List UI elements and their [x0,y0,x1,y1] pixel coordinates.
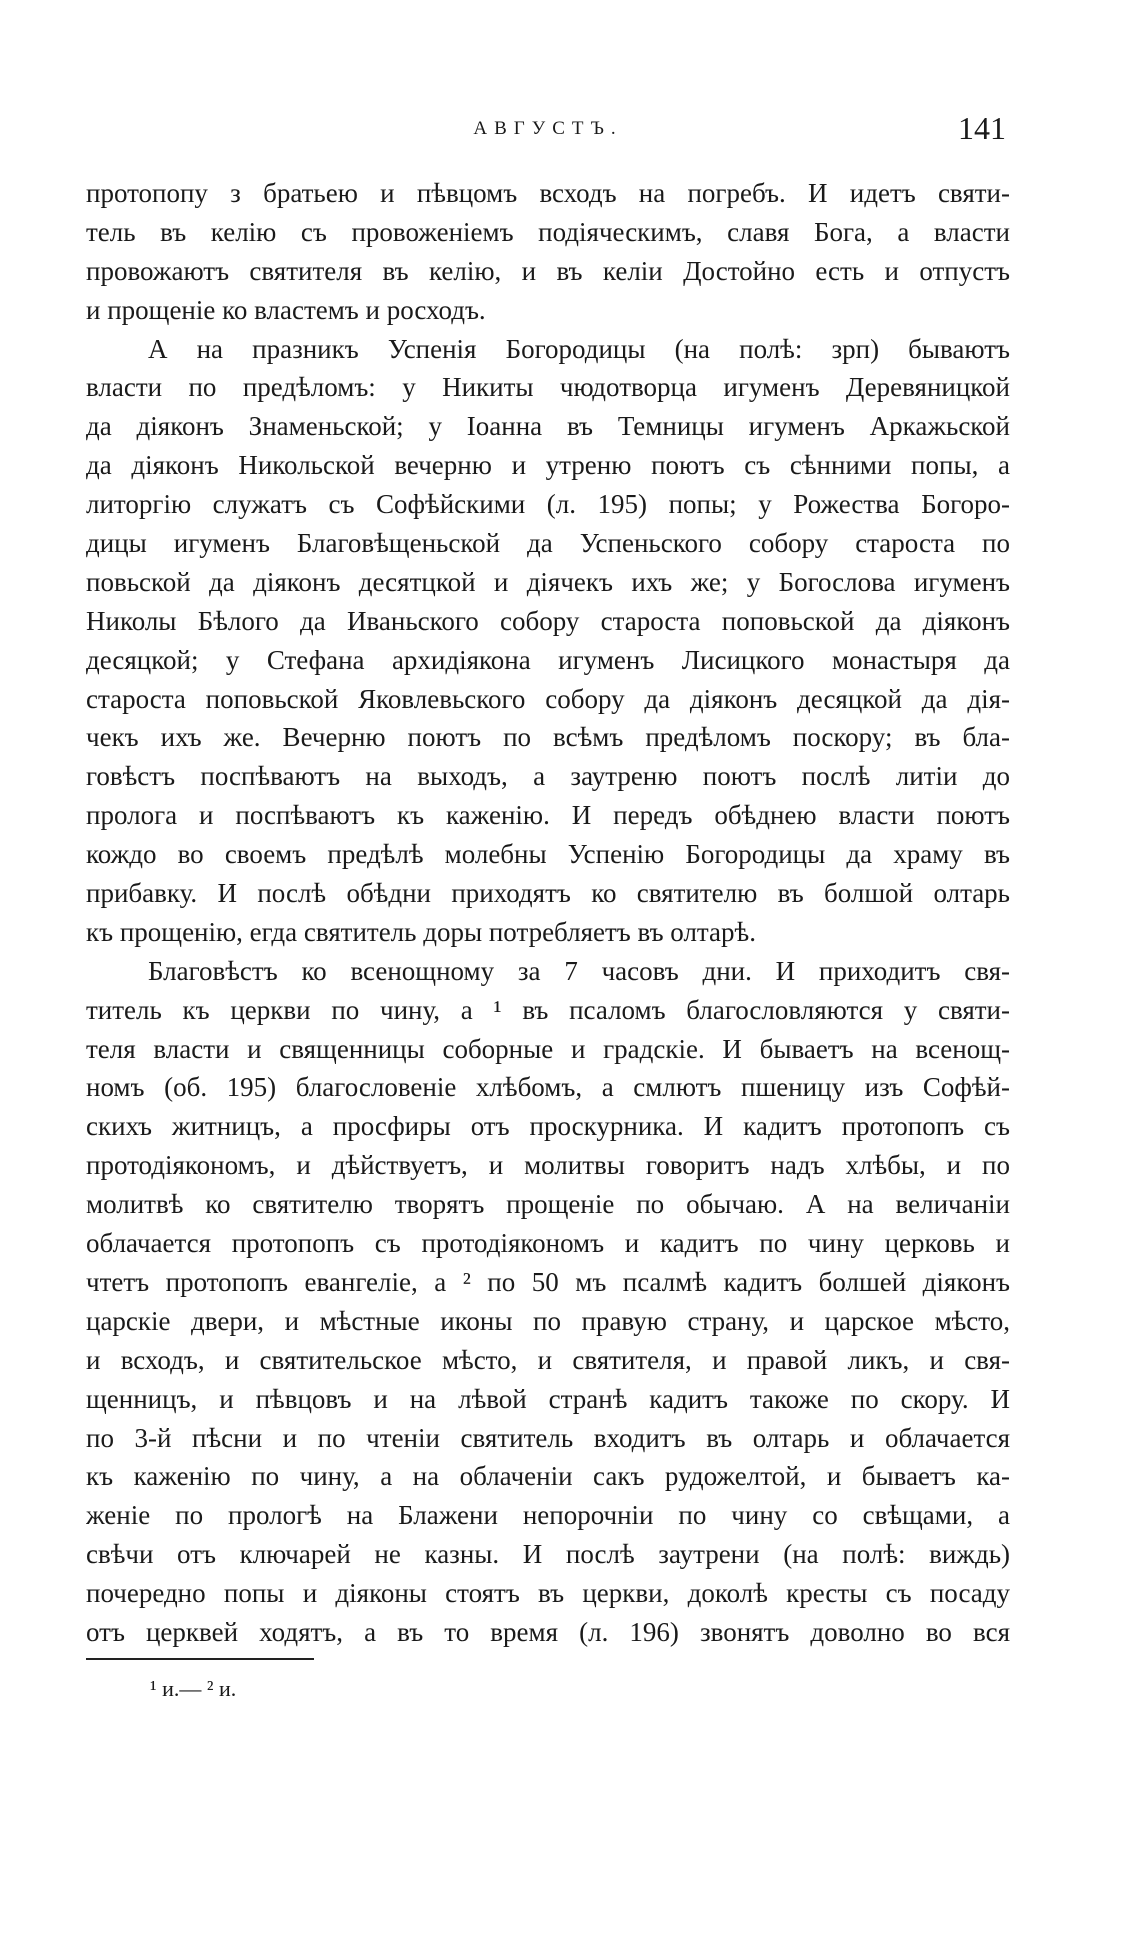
text-line: чтетъ протопопъ евангеліе, а ² по 50 мъ псалмѣ кадитъ болшей діяконъ [86,1266,1010,1297]
text-line: повьской да діяконъ десятцкой и діячекъ ихъ же; у Богослова игуменъ [86,566,1010,597]
text-line: провожаютъ святителя въ келію, и въ келіи Достойно есть и отпустъ [86,255,1010,286]
running-header [86,110,1010,150]
text-line: скихъ житницъ, а просфиры отъ проскурника. И кадитъ протопопъ съ [86,1111,1010,1142]
text-line: номъ (об. 195) благословеніе хлѣбомъ, а смлютъ пшеницу изъ Софѣй- [86,1072,1010,1103]
text-line: староста поповьской Яковлевьского собору да діяконъ десяцкой да дія- [86,683,1010,714]
text-line: къ прощенію, егда святитель доры потребляетъ въ олтарѣ. [86,916,756,947]
text-body [86,174,1010,1652]
text-line: по 3-й пѣсни и по чтеніи святитель входитъ въ олтарь и облачается [86,1422,1010,1453]
text-line: власти по предѣломъ: у Никиты чюдотворца игуменъ Деревяницкой [86,372,1010,403]
text-line: къ каженію по чину, а на облаченіи сакъ рудожелтой, и бываетъ ка- [86,1461,1010,1492]
text-line: молитвѣ ко святителю творятъ прощеніе по обычаю. А на величаніи [86,1189,1010,1220]
text-line: литоргію служатъ съ Софѣйскими (л. 195) попы; у Рожества Богоро- [86,489,1010,520]
text-line: щенницъ, и пѣвцовъ и на лѣвой странѣ кадитъ такоже по скору. И [86,1383,1010,1414]
running-title: АВГУСТЪ. [473,118,623,139]
text-line: да діяконъ Никольской вечерню и утреню поютъ съ сѣнними попы, а [86,450,1010,481]
text-line: теля власти и священницы соборные и градскіе. И бываетъ на всенощ- [86,1033,1010,1064]
text-line: говѣстъ поспѣваютъ на выходъ, а заутреню поютъ послѣ литіи до [86,761,1010,792]
text-line: пролога и поспѣваютъ къ каженію. И передъ обѣднею власти поютъ [86,800,1010,831]
text-line: титель къ церкви по чину, а ¹ въ псаломъ благословляются у святи- [86,994,1010,1025]
text-line: и всходъ, и святительское мѣсто, и святителя, и правой ликъ, и свя- [86,1344,1010,1375]
text-line: почередно попы и діяконы стоятъ въ церкви, доколѣ кресты съ посаду [86,1578,1010,1609]
text-line: А на празникъ Успенія Богородицы (на полѣ: зрп) бываютъ [148,333,1010,364]
text-line: да діяконъ Знаменьской; у Іоанна въ Темницы игуменъ Аркажьской [86,411,1010,442]
text-line: тель въ келію съ провоженіемъ подіяческимъ, славя Бога, а власти [86,216,1010,247]
text-line: дицы игуменъ Благовѣщеньской да Успеньского собору староста по [86,528,1010,559]
page-number: 141 [958,110,1006,146]
text-line: протодіякономъ, и дѣйствуетъ, и молитвы говоритъ надъ хлѣбы, и по [86,1150,1010,1181]
text-line: и прощеніе ко властемъ и росходъ. [86,294,486,325]
text-line: кождо во своемъ предѣлѣ молебны Успенію Богородицы да храму въ [86,839,1010,870]
text-line: свѣчи отъ ключарей не казны. И послѣ заутрени (на полѣ: виждь) [86,1539,1010,1570]
text-line: прибавку. И послѣ обѣдни приходятъ ко святителю въ болшой олтарь [86,878,1010,909]
text-line: отъ церквей ходятъ, а въ то время (л. 196) звонятъ доволно во вся [86,1616,1010,1647]
text-line: десяцкой; у Стефана архидіякона игуменъ Лисицкого монастыря да [86,644,1010,675]
text-line: женіе по прологѣ на Блажени непорочніи по чину со свѣщами, а [86,1500,1010,1531]
footnotes: ¹ и.— ² и. [150,1676,237,1701]
footnote-divider [86,1658,314,1660]
text-line: Благовѣстъ ко всенощному за 7 часовъ дни. И приходитъ свя- [148,955,1010,986]
text-line: Николы Бѣлого да Иваньского собору староста поповьской да діяконъ [86,605,1010,636]
text-line: чекъ ихъ же. Вечерню поютъ по всѣмъ предѣломъ поскору; въ бла- [86,722,1010,753]
text-line: протопопу з братьею и пѣвцомъ всходъ на погребъ. И идетъ святи- [86,178,1010,208]
text-line: царскіе двери, и мѣстные иконы по правую страну, и царское мѣсто, [86,1305,1010,1336]
text-line: облачается протопопъ съ протодіякономъ и кадитъ по чину церковь и [86,1228,1010,1259]
